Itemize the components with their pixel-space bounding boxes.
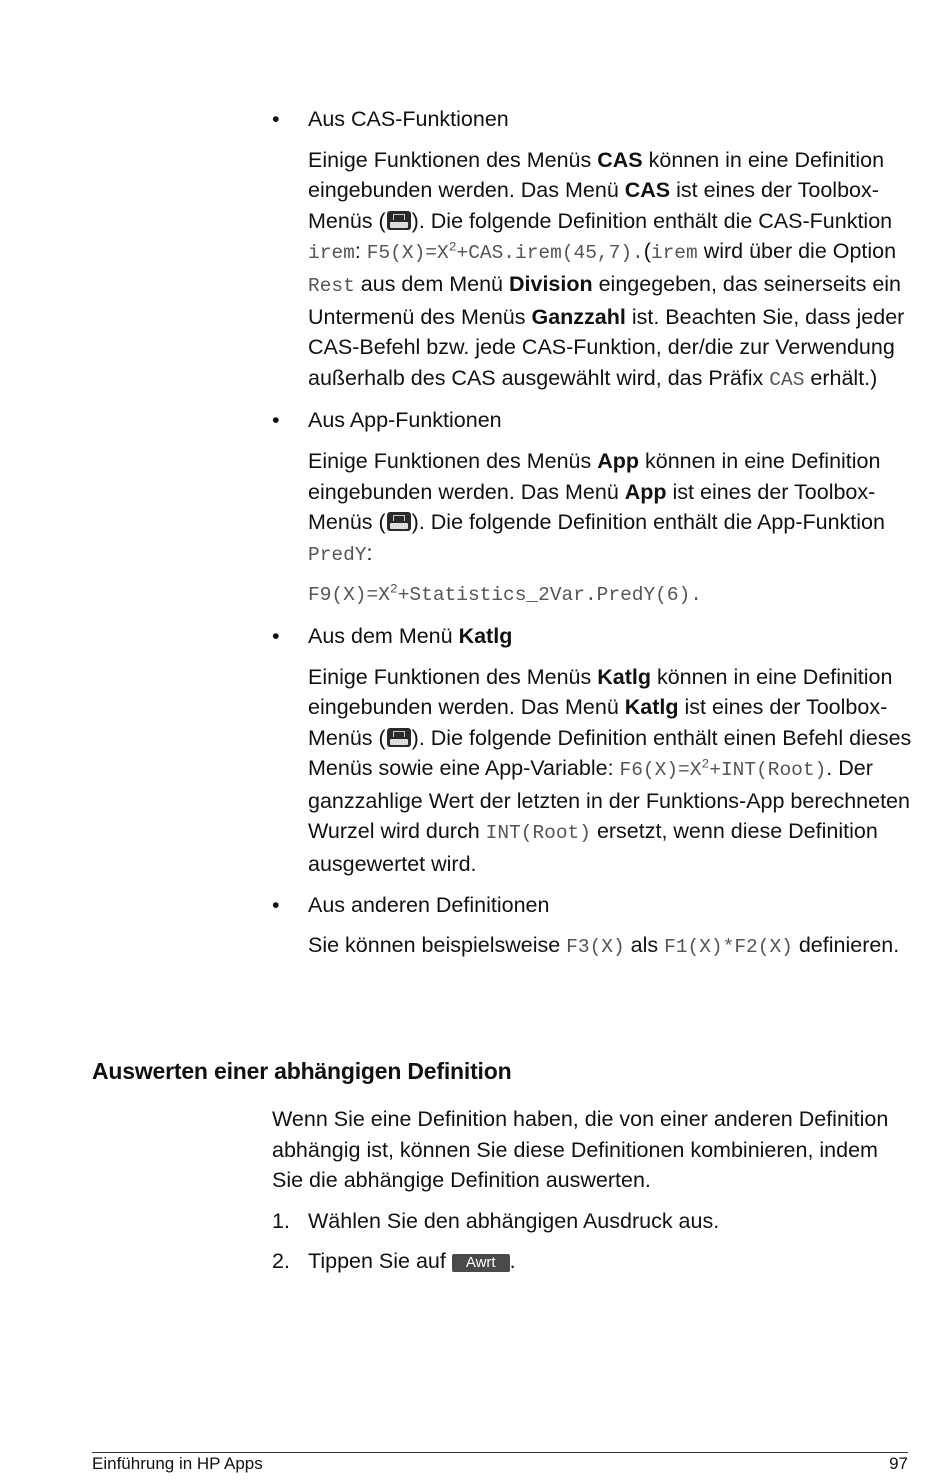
menu-name: CAS [624,178,671,203]
text: Aus dem Menü [308,623,459,648]
text: eingegeben, das seinerseits ein Untermenü des Menüs [308,271,902,329]
bullet-heading: Aus anderen Definitionen [308,892,550,917]
step-item [272,1246,912,1277]
text: Sie können beispielsweise [308,933,567,958]
menu-name: Katlg [597,664,651,689]
text: : [354,239,367,264]
bullet-cas-functions [272,104,912,135]
bullet-heading: Aus App-Funktionen [308,408,502,433]
bullet-katlg [272,621,912,652]
awrt-softkey-button[interactable]: Awrt [452,1254,510,1272]
text: erhält.) [804,365,878,390]
code: Rest [308,274,355,297]
code: irem [308,242,355,265]
code: F1(X)*F2(X) [664,936,793,959]
code-part: +Statistics_2Var.PredY(6). [397,584,702,607]
text: ). Die folgende Definition enthält einen Befehl dieses Menüs sowie eine App-Variable: [308,725,912,781]
code: PredY [308,543,367,566]
text: ). Die folgende Definition enthält die CAS-Funktion [411,208,893,233]
superscript: 2 [701,756,710,772]
code-part: +CAS.irem(45,7). [456,242,644,265]
superscript: 2 [389,581,398,597]
code-part: +INT(Root) [709,759,827,782]
step-end: . [509,1249,516,1274]
bullet-dot: • [272,408,280,433]
text: ist eines der Toolbox-Menüs ( [308,178,879,233]
text: : [366,540,373,565]
step-text: Wählen Sie den abhängigen Ausdruck aus. [308,1208,720,1233]
bullet-dot: • [272,623,280,648]
section-body [272,1104,912,1287]
section-intro: Wenn Sie eine Definition haben, die von einer anderen Definition abhängig ist, können Sie diese Definitionen kombinieren, indem Sie die abhängige Definition auswerten. [272,1107,889,1193]
text: ist. Beachten Sie, dass jeder CAS-Befehl bzw. jede CAS-Funktion, der/die zur Verwendung außerhalb des CAS ausgewählt wird, das Präfix [308,304,905,390]
menu-name: Division [508,271,593,296]
text: ). Die folgende Definition enthält die App-Funktion [411,510,885,535]
bullet-heading [308,624,512,648]
section-heading: Auswerten einer abhängigen Definition [92,1058,512,1084]
code-part: F9(X)=X [308,584,390,607]
code-part: F5(X)=X [366,242,449,265]
menu-name: Katlg [624,695,679,720]
code: INT(Root) [485,822,591,845]
paragraph-other [272,930,912,963]
menu-name: CAS [597,147,643,172]
bullet-heading: Aus CAS-Funktionen [308,107,509,131]
menu-name: App [597,448,640,473]
toolbox-key-icon [387,728,411,747]
step-text: Tippen Sie auf [308,1249,446,1274]
footer-title: Einführung in HP Apps [92,1454,263,1473]
text: ist eines der Toolbox-Menüs ( [308,695,888,750]
text: als [624,933,665,958]
step-item [272,1206,912,1237]
text: können in eine Definition eingebunden werden. Das Menü [308,147,885,203]
bullet-app-functions [272,405,912,436]
toolbox-key-icon [387,512,411,531]
code [619,756,827,782]
superscript: 2 [448,239,457,255]
text: ist eines der Toolbox-Menüs ( [308,479,876,535]
text: wird über die Option [697,239,897,264]
paragraph-katlg [272,662,912,880]
text: definieren. [792,933,900,958]
text: ersetzt, wenn diese Definition ausgewertet wird. [308,819,878,877]
menu-name: Katlg [458,623,513,648]
text: können in eine Definition eingebunden werden. Das Menü [308,448,881,504]
paragraph-app [272,446,912,570]
main-content [272,104,912,973]
code [366,239,644,265]
page-number: 97 [889,1454,908,1473]
text: können in eine Definition eingebunden werden. Das Menü [308,664,893,720]
text: Einige Funktionen des Menüs [308,147,598,172]
code: irem [650,242,698,265]
menu-name: Ganzzahl [531,304,626,329]
text: ( [643,239,651,264]
toolbox-key-icon [387,211,411,230]
bullet-dot: • [272,107,280,131]
step-number: 1. [272,1208,290,1233]
text: aus dem Menü [354,271,509,296]
text: Einige Funktionen des Menüs [308,448,598,473]
menu-name: App [624,479,667,504]
footer-divider [92,1452,908,1453]
bullet-dot: • [272,892,280,917]
code-part: F6(X)=X [619,759,702,782]
code: CAS [769,368,805,391]
step-number: 2. [272,1249,290,1274]
code: F3(X) [566,936,625,959]
code-example-app [272,580,912,611]
bullet-other-definitions [272,890,912,921]
text: Einige Funktionen des Menüs [308,664,598,689]
paragraph-cas [272,145,912,396]
text: . Der ganzzahlige Wert der letzten in der Funktions-App berechneten Wurzel wird durch [308,756,910,844]
